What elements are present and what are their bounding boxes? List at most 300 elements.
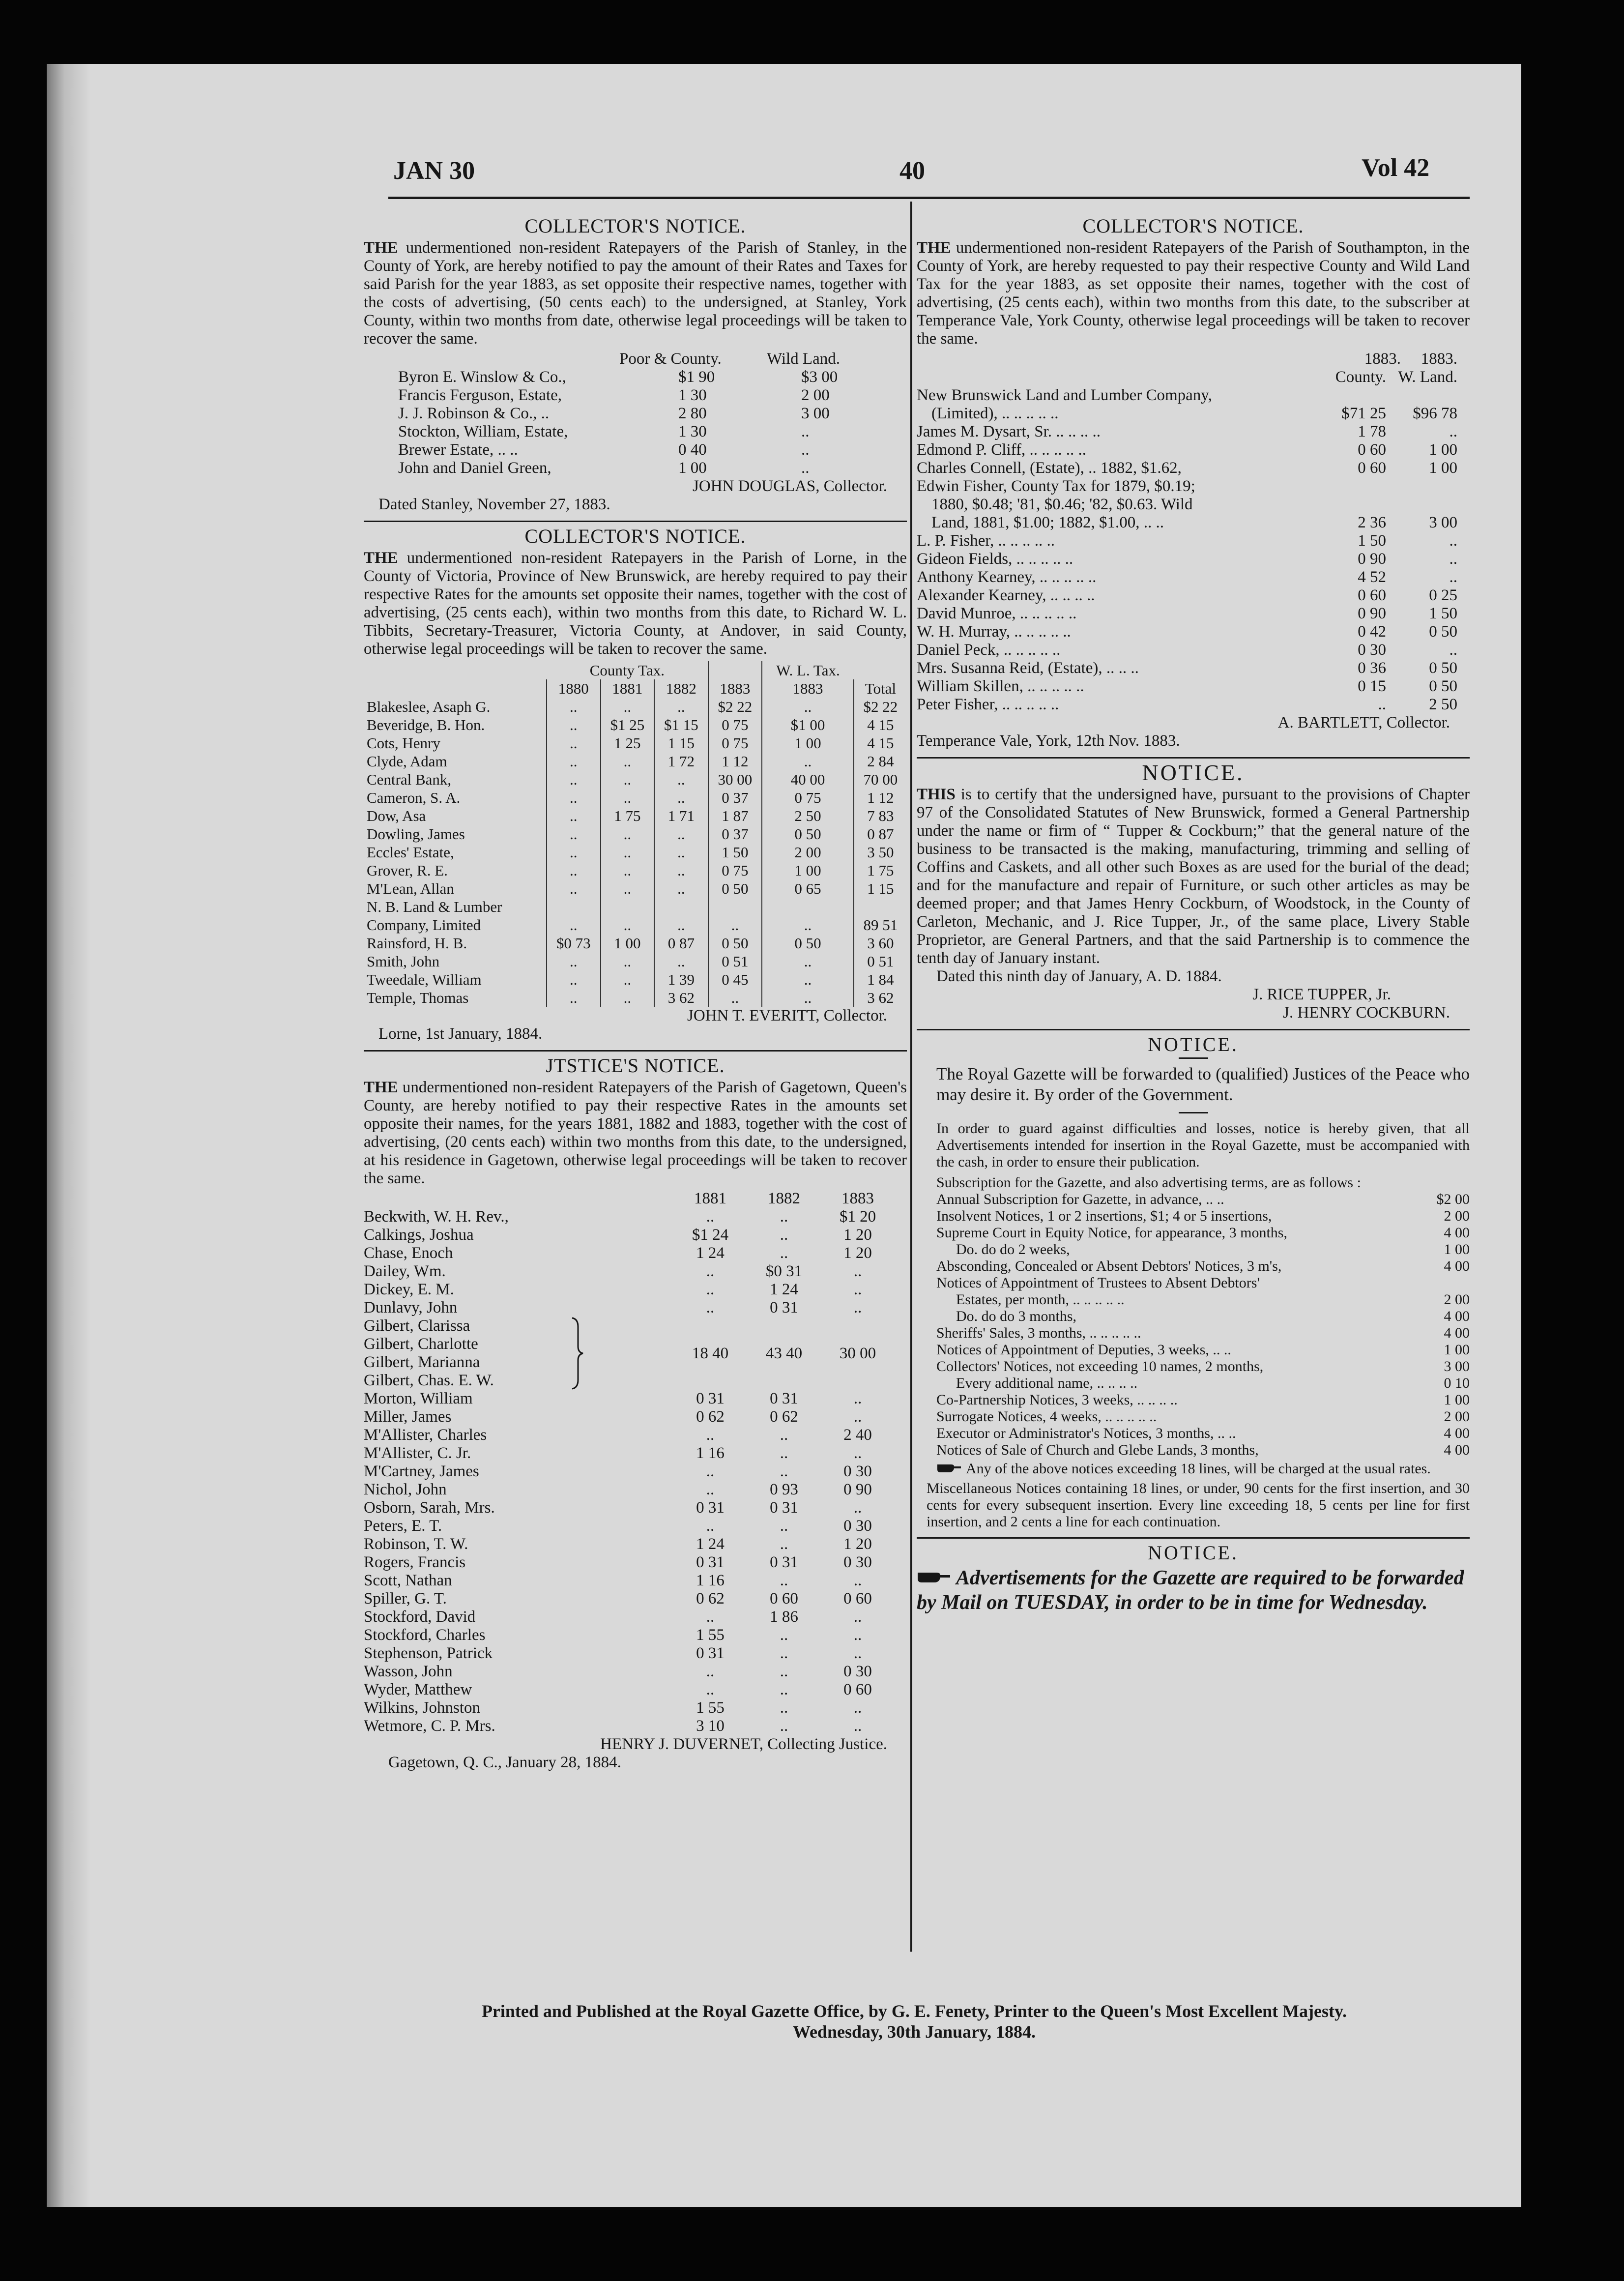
tax-value: .. <box>601 879 655 898</box>
tax-value: 0 30 <box>843 1663 872 1680</box>
table-header <box>364 1190 907 1208</box>
notice-text: undermentioned non-resident Ratepayers of the Parish of Stanley, in the County of York, are hereby notified to pay the amount of their Rates and Taxes for said Parish for the year 1883, as set opposite their respective names, together with the costs of advertising, (50 cents each) to the undersigned, at Stanley, York County, within two months from date, otherwise legal proceedings will be taken to recover the same. <box>364 239 907 348</box>
wild-land-value: 0 25 <box>1429 586 1457 604</box>
table-row <box>364 1426 907 1444</box>
rate-row <box>936 1375 1470 1392</box>
table-row <box>364 1535 907 1553</box>
rate-label: Notices of Sale of Church and Glebe Lands, 3 months, <box>936 1442 1259 1458</box>
tax-value: .. <box>547 861 601 879</box>
ratepayer-name: Calkings, Joshua <box>364 1226 474 1244</box>
table-row <box>917 677 1470 696</box>
table-row <box>398 386 907 405</box>
table-header <box>364 679 907 698</box>
rate-row <box>936 1308 1470 1325</box>
signature: JOHN DOUGLAS, Collector. <box>693 477 887 495</box>
southampton-notice <box>917 217 1470 750</box>
gazette-terms-intro: Subscription for the Gazette, and also advertising terms, are as follows : <box>936 1174 1361 1191</box>
tax-value: .. <box>780 1244 788 1262</box>
tax-value: .. <box>706 1608 715 1626</box>
tax-value: 0 90 <box>843 1481 872 1498</box>
table-row <box>364 1444 907 1462</box>
lead-word: THE <box>364 549 398 567</box>
rate-label: Sheriffs' Sales, 3 months, .. .. .. .. .. <box>936 1325 1141 1341</box>
tax-value: 1 84 <box>854 970 907 989</box>
tax-value: 0 75 <box>708 716 762 734</box>
stanley-notice <box>364 217 907 514</box>
tax-value: 0 75 <box>762 789 854 807</box>
tax-value: .. <box>547 734 601 752</box>
notice-title: COLLECTOR'S NOTICE. <box>1082 215 1304 237</box>
ratepayer-name: Dunlavy, John <box>364 1299 458 1316</box>
rate-value: 0 10 <box>1444 1375 1470 1391</box>
tax-value: 0 45 <box>708 970 762 989</box>
notice-title: NOTICE. <box>1148 1033 1239 1055</box>
column-header: 1883 <box>762 679 854 698</box>
ratepayer-name: Wasson, John <box>364 1663 453 1680</box>
tax-value: 0 31 <box>770 1390 798 1407</box>
table-row <box>364 1226 907 1244</box>
ratepayer-name: Spiller, G. T. <box>364 1590 447 1608</box>
tax-value: .. <box>780 1535 788 1553</box>
ratepayer-name: Stockford, David <box>364 1608 476 1626</box>
lead-word: THE <box>917 239 951 257</box>
pointing-hand-icon <box>936 1461 966 1477</box>
rate-value: 2 00 <box>1444 1291 1470 1308</box>
tax-value: 1 72 <box>654 752 708 770</box>
ratepayer-name: M'Allister, Charles <box>364 1426 487 1444</box>
signature: A. BARTLETT, Collector. <box>1277 714 1450 731</box>
table-row <box>364 1244 907 1262</box>
county-value: 4 52 <box>1358 568 1386 586</box>
divider <box>917 1029 1470 1030</box>
rate-row <box>936 1358 1470 1375</box>
tax-value: 1 16 <box>696 1572 725 1589</box>
poor-county-value: 1 30 <box>678 423 707 440</box>
table-row <box>364 752 907 770</box>
tax-value: .. <box>706 1517 715 1535</box>
wild-land-value: 0 50 <box>1429 677 1457 695</box>
tax-value: 0 60 <box>843 1681 872 1698</box>
table-row <box>917 623 1470 641</box>
ratepayer-name: N. B. Land & Lumber <box>367 898 502 915</box>
wild-land-value: 1 00 <box>1429 441 1457 459</box>
wild-land-value: 1 50 <box>1429 605 1457 622</box>
tax-value: .. <box>853 1572 862 1589</box>
wild-land-value: 2 00 <box>801 386 830 404</box>
tax-value: 0 60 <box>843 1590 872 1608</box>
county-value: 0 90 <box>1358 605 1386 622</box>
masthead-date: JAN 30 <box>393 157 475 185</box>
tax-value: 1 15 <box>854 879 907 898</box>
column-header: 1881 <box>601 679 655 698</box>
ratepayer-name: Gilbert, Marianna <box>364 1353 480 1371</box>
ratepayer-name: Stockton, William, Estate, <box>398 423 568 440</box>
tax-value: .. <box>654 916 708 934</box>
wild-land-value: 0 50 <box>1429 659 1457 677</box>
tax-value: 0 93 <box>770 1481 798 1498</box>
county-value: $71 25 <box>1341 405 1386 422</box>
tax-value: $0 31 <box>765 1262 803 1280</box>
short-rule <box>1179 1112 1208 1113</box>
ratepayer-name: Land, 1881, $1.00; 1882, $1.00, .. .. <box>931 514 1164 531</box>
ratepayer-name: Edmond P. Cliff, .. .. .. .. .. <box>917 441 1087 459</box>
county-value: 1 78 <box>1358 423 1386 440</box>
tax-value: .. <box>780 1644 788 1662</box>
table-row <box>364 989 907 1007</box>
ratepayer-name: Peter Fisher, .. .. .. .. .. <box>917 696 1059 713</box>
tax-value: .. <box>706 1208 715 1226</box>
signature: HENRY J. DUVERNET, Collecting Justice. <box>600 1735 887 1753</box>
wild-land-value: $3 00 <box>801 368 838 386</box>
county-value: 0 60 <box>1358 459 1386 477</box>
tax-value: 70 00 <box>854 770 907 789</box>
tax-value: $1 25 <box>601 716 655 734</box>
tax-value: $1 20 <box>839 1208 876 1226</box>
tax-value: .. <box>547 843 601 861</box>
wild-land-value: .. <box>1449 423 1457 440</box>
ratepayer-name: Blakeslee, Asaph G. <box>367 698 491 715</box>
tax-value: .. <box>780 1517 788 1535</box>
tax-value: .. <box>853 1608 862 1626</box>
table-row <box>364 1281 907 1299</box>
table-row <box>917 605 1470 623</box>
table-row <box>364 770 907 789</box>
column-header: W. Land. <box>1398 368 1457 386</box>
table-row <box>917 696 1470 714</box>
rate-label: Supreme Court in Equity Notice, for appearance, 3 months, <box>936 1225 1287 1241</box>
table-row <box>364 1699 907 1717</box>
ratepayer-name: W. H. Murray, .. .. .. .. .. <box>917 623 1071 641</box>
tax-value: 40 00 <box>762 770 854 789</box>
tax-value: .. <box>780 1717 788 1735</box>
ratepayer-name: M'Cartney, James <box>364 1462 479 1480</box>
wild-land-value: 3 00 <box>801 405 830 422</box>
tax-value: .. <box>547 825 601 843</box>
tax-value: 0 50 <box>708 879 762 898</box>
misc-notice: Miscellaneous Notices containing 18 lines, or under, 90 cents for the first insertion, and 30 cents for every subsequent insertion. Every line exceeding 18, 5 cents per line for first insertion, and 2 cents a line for each continuation. <box>927 1480 1470 1530</box>
notice-title: COLLECTOR'S NOTICE. <box>524 525 746 547</box>
rate-row <box>936 1225 1470 1241</box>
wild-land-value: 2 50 <box>1429 696 1457 713</box>
tax-value: .. <box>547 752 601 770</box>
ratepayer-name: Beveridge, B. Hon. <box>367 716 485 733</box>
tax-value: 4 15 <box>854 716 907 734</box>
ratepayer-name: John and Daniel Green, <box>398 459 551 477</box>
table-row <box>917 586 1470 605</box>
county-value: 0 90 <box>1358 550 1386 568</box>
tax-value: 1 86 <box>770 1608 798 1626</box>
ratepayer-name: Grover, R. E. <box>367 862 448 879</box>
ratepayer-name: 1880, $0.48; '81, $0.46; '82, $0.63. Wild <box>931 496 1193 513</box>
dated-line: Dated this ninth day of January, A. D. 1884. <box>936 967 1222 985</box>
tax-value <box>762 898 854 916</box>
rate-value: 2 00 <box>1444 1408 1470 1425</box>
tax-value: .. <box>601 770 655 789</box>
ratepayer-name: Nichol, John <box>364 1481 447 1498</box>
mail-notice <box>917 1544 1470 1615</box>
rate-row <box>936 1258 1470 1275</box>
spacer <box>364 1190 673 1208</box>
signature: JOHN T. EVERITT, Collector. <box>687 1007 887 1024</box>
rate-row <box>936 1191 1470 1208</box>
tax-value: .. <box>706 1426 715 1444</box>
table-row <box>364 1462 907 1481</box>
tax-value: .. <box>853 1299 862 1316</box>
tax-value: 1 12 <box>708 752 762 770</box>
ratepayer-name: Alexander Kearney, .. .. .. .. <box>917 586 1095 604</box>
wild-land-value: 3 00 <box>1429 514 1457 531</box>
column-header: 1880 <box>547 679 601 698</box>
ratepayer-name: Cameron, S. A. <box>367 789 461 806</box>
tax-value: 0 65 <box>762 879 854 898</box>
wild-land-value: .. <box>1449 568 1457 586</box>
tax-value: 7 83 <box>854 807 907 825</box>
table-header <box>917 368 1470 386</box>
column-header: 1882 <box>654 679 708 698</box>
tax-value: 1 00 <box>762 734 854 752</box>
ratepayer-name: Cots, Henry <box>367 734 440 752</box>
tax-value: 0 75 <box>708 734 762 752</box>
tax-value: .. <box>853 1717 862 1735</box>
tax-value: 43 40 <box>765 1344 803 1362</box>
tax-value: 1 24 <box>770 1281 798 1298</box>
rate-row <box>936 1291 1470 1308</box>
rate-row <box>936 1442 1470 1459</box>
tax-value: .. <box>654 789 708 807</box>
ratepayer-name: Tweedale, William <box>367 971 482 988</box>
ratepayer-name: Wilkins, Johnston <box>364 1699 481 1717</box>
wild-land-value: .. <box>1449 550 1457 568</box>
rate-label: Do. do do 3 months, <box>956 1308 1077 1324</box>
tax-value: 1 24 <box>696 1244 725 1262</box>
group-header: W. L. Tax. <box>762 661 854 679</box>
tax-value: .. <box>780 1462 788 1480</box>
rate-value: 4 00 <box>1444 1425 1470 1441</box>
county-value <box>1315 386 1386 405</box>
tax-value <box>854 898 907 916</box>
table-row <box>364 1499 907 1517</box>
tax-value: 1 20 <box>843 1226 872 1244</box>
tax-value: 3 60 <box>854 934 907 952</box>
tax-value <box>654 898 708 916</box>
tax-value: .. <box>780 1699 788 1717</box>
notice-body <box>917 786 1470 967</box>
ratepayer-name: Eccles' Estate, <box>367 844 454 861</box>
tax-value: 0 37 <box>708 825 762 843</box>
rate-label: Every additional name, .. .. .. .. <box>956 1375 1138 1391</box>
dated-line: Lorne, 1st January, 1884. <box>378 1025 543 1043</box>
ratepayer-name: Smith, John <box>367 953 440 970</box>
tax-value: .. <box>780 1626 788 1644</box>
tax-value: .. <box>601 989 655 1007</box>
tax-value: .. <box>780 1572 788 1589</box>
notice-text: undermentioned non-resident Ratepayers of the Parish of Southampton, in the County of York, are hereby requested to pay their respective County and Wild Land Tax for the year 1883, as set opposite their names, together with the cost of advertising, (25 cents each), within two months from this date, to the subscriber at Temperance Vale, York County, otherwise legal proceedings will be taken to recover the same. <box>917 239 1470 348</box>
tax-value: 1 12 <box>854 789 907 807</box>
tax-value: 1 20 <box>843 1244 872 1262</box>
column-header: 1881 <box>694 1190 726 1207</box>
tax-value: .. <box>762 698 854 716</box>
poor-county-value: 1 30 <box>678 386 707 404</box>
divider <box>917 757 1470 759</box>
county-value: 0 15 <box>1358 677 1386 695</box>
tax-value: .. <box>601 789 655 807</box>
column-header: 1882 <box>768 1190 800 1207</box>
tax-value: .. <box>654 861 708 879</box>
wild-land-value: .. <box>801 441 810 459</box>
notice-text: undermentioned non-resident Ratepayers in the Parish of Lorne, in the County of Victoria, Province of New Brunswick, are hereby required to pay their respective Rates for the amounts set opposite their names, together with the cost of advertising, (25 cents each), within two months from this date, to Richard W. L. Tibbits, Secretary-Treasurer, Victoria County, at Andover, in said County, otherwise legal proceedings will be taken to recover the same. <box>364 549 907 658</box>
tax-value: 1 25 <box>601 734 655 752</box>
poor-county-value: 1 00 <box>678 459 707 477</box>
table-row <box>364 1390 907 1408</box>
tax-value: .. <box>547 879 601 898</box>
tax-value: .. <box>654 698 708 716</box>
tax-value: .. <box>706 1299 715 1316</box>
tax-value: 1 39 <box>654 970 708 989</box>
table-row <box>917 405 1470 423</box>
table-row <box>364 1262 907 1281</box>
lead-word: THE <box>364 239 398 257</box>
lead-word: THIS <box>917 786 956 803</box>
tax-value: .. <box>708 916 762 934</box>
ratepayer-name: Wetmore, C. P. Mrs. <box>364 1717 495 1735</box>
ratepayer-name: M'Lean, Allan <box>367 880 454 897</box>
rate-label: Absconding, Concealed or Absent Debtors' Notices, 3 m's, <box>936 1258 1282 1274</box>
column-header: Total <box>854 679 907 698</box>
tax-value: 0 62 <box>696 1590 725 1608</box>
table-row <box>917 532 1470 550</box>
table-row <box>917 659 1470 677</box>
ratepayer-name: Clyde, Adam <box>367 753 447 770</box>
rate-label: Annual Subscription for Gazette, in advance, .. .. <box>936 1191 1224 1207</box>
ratepayer-name: Anthony Kearney, .. .. .. .. .. <box>917 568 1097 586</box>
ratepayer-name: David Munroe, .. .. .. .. .. <box>917 605 1077 622</box>
tax-value: .. <box>654 825 708 843</box>
gagetown-table <box>364 1208 907 1317</box>
county-value: 0 36 <box>1358 659 1386 677</box>
tax-value: .. <box>547 789 601 807</box>
ratepayer-name: Francis Ferguson, Estate, <box>398 386 562 404</box>
wild-land-value <box>1386 477 1457 496</box>
rate-row <box>936 1342 1470 1358</box>
group-header: County Tax. <box>589 662 665 679</box>
tax-value: .. <box>853 1644 862 1662</box>
table-row <box>364 1681 907 1699</box>
notice-body <box>364 549 907 658</box>
tax-value: .. <box>547 807 601 825</box>
tax-value: .. <box>853 1626 862 1644</box>
table-row <box>364 1626 907 1644</box>
rate-value: 1 00 <box>1444 1241 1470 1257</box>
table-row <box>364 1608 907 1626</box>
tax-value: .. <box>762 952 854 970</box>
column-header: 1883. <box>1421 350 1457 368</box>
table-row <box>364 789 907 807</box>
partnership-notice <box>917 760 1470 1022</box>
rate-label: Surrogate Notices, 4 weeks, .. .. .. .. .. <box>936 1408 1157 1425</box>
ratepayer-name: M'Allister, C. Jr. <box>364 1444 471 1462</box>
column-header: 1883 <box>708 679 762 698</box>
rate-label: Estates, per month, .. .. .. .. .. <box>956 1291 1125 1308</box>
ratepayer-name: Osborn, Sarah, Mrs. <box>364 1499 495 1517</box>
notice-text: is to certify that the undersigned have, pursuant to the provisions of Chapter 97 of the Consolidated Statutes of New Brunswick, formed a General Partnership under the name or firm of “ Tupper & Cockburn;” that the general nature of the business to be transacted is the making, manufacturing, trimming and selling of Coffins and Caskets, and all other such Boxes as are used for the burial of the dead; and for the manufacture and repair of Furniture, or such other articles as may be deemed proper; and that James Henry Cockburn, of Woodstock, in the County of Carleton, Mechanic, and J. Rice Tupper, Jr., of the same place, Livery Stable Proprietor, are General Partners, and that the said Partnership is to commence the tenth day of January instant. <box>917 786 1470 967</box>
table-row <box>364 1408 907 1426</box>
tax-value: 1 16 <box>696 1444 725 1462</box>
ratepayer-name: (Limited), .. .. .. .. .. <box>931 405 1059 422</box>
wild-land-value: .. <box>801 459 810 477</box>
gilbert-group <box>364 1317 907 1390</box>
dated-line: Temperance Vale, York, 12th Nov. 1883. <box>917 732 1180 750</box>
table-row <box>364 1644 907 1663</box>
tax-value: 2 00 <box>762 843 854 861</box>
tax-value: 0 51 <box>708 952 762 970</box>
column-header: Poor & County. <box>619 350 722 368</box>
volume-number: Vol 42 <box>1362 154 1430 182</box>
table-row <box>364 1517 907 1535</box>
tax-value: 3 10 <box>696 1717 725 1735</box>
county-value: 0 30 <box>1358 641 1386 659</box>
rate-value: 1 00 <box>1444 1342 1470 1358</box>
table-row <box>364 861 907 879</box>
divider <box>917 1537 1470 1539</box>
rate-value <box>1416 1275 1470 1291</box>
gazette-justices: The Royal Gazette will be forwarded to (qualified) Justices of the Peace who may desire it. By order of the Government. <box>936 1064 1470 1104</box>
tax-value: 2 40 <box>843 1426 872 1444</box>
signature: J. RICE TUPPER, Jr. <box>1252 986 1391 1003</box>
notice-body <box>364 239 907 348</box>
ratepayer-name: Stephenson, Patrick <box>364 1644 493 1662</box>
rate-value: 4 00 <box>1444 1225 1470 1241</box>
table-row <box>364 1553 907 1572</box>
tax-value: .. <box>601 825 655 843</box>
tax-value: 2 50 <box>762 807 854 825</box>
gazette-cash: In order to guard against difficulties and losses, notice is hereby given, that all Advertisements intended for insertion in the Royal Gazette, must be accompanied with the cash, in order to ensure their publication. <box>936 1120 1470 1170</box>
tax-value: .. <box>601 952 655 970</box>
tax-value: 1 00 <box>762 861 854 879</box>
table-row <box>398 459 907 477</box>
tax-value: .. <box>780 1681 788 1698</box>
ratepayer-name: William Skillen, .. .. .. .. .. <box>917 677 1084 695</box>
page-number: 40 <box>899 157 925 185</box>
table-row <box>917 477 1470 496</box>
ratepayer-name: Brewer Estate, .. .. <box>398 441 518 459</box>
table-row <box>364 843 907 861</box>
wild-land-value: $96 78 <box>1413 405 1457 422</box>
tax-value: 0 75 <box>708 861 762 879</box>
ratepayer-name: Miller, James <box>364 1408 452 1426</box>
tax-value <box>601 898 655 916</box>
table-row <box>364 916 907 934</box>
ratepayer-name: Company, Limited <box>367 916 481 934</box>
county-value: 1 50 <box>1358 532 1386 550</box>
ratepayer-name: Dailey, Wm. <box>364 1262 446 1280</box>
table-row <box>917 386 1470 405</box>
tax-value: 0 87 <box>654 934 708 952</box>
tax-value: .. <box>601 916 655 934</box>
tax-value: .. <box>654 770 708 789</box>
ratepayer-name: James M. Dysart, Sr. .. .. .. .. <box>917 423 1101 440</box>
ratepayer-name: Beckwith, W. H. Rev., <box>364 1208 509 1226</box>
tax-value: 0 31 <box>770 1299 798 1316</box>
tax-value: $1 00 <box>762 716 854 734</box>
tax-value: 0 30 <box>843 1517 872 1535</box>
tax-value: 1 55 <box>696 1626 725 1644</box>
rate-label: Executor or Administrator's Notices, 3 months, .. .. <box>936 1425 1236 1441</box>
tax-value: .. <box>547 716 601 734</box>
ratepayer-name: Edwin Fisher, County Tax for 1879, $0.19; <box>917 477 1195 495</box>
table-row <box>364 1717 907 1735</box>
tax-value: .. <box>708 989 762 1007</box>
tax-value: .. <box>547 698 601 716</box>
